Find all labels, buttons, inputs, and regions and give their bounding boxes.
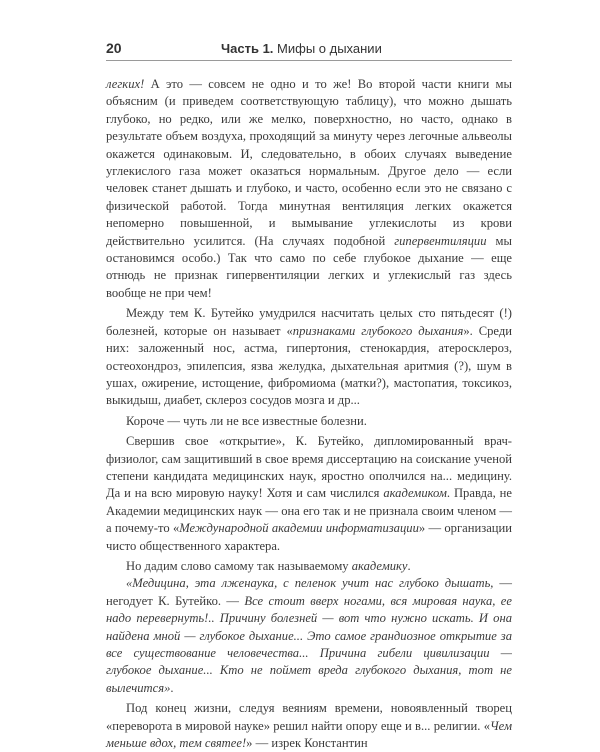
part-label: Часть 1.: [221, 41, 274, 56]
quote-paragraph: [106, 575, 512, 697]
text-run: .: [170, 680, 174, 695]
paragraph-3: [106, 413, 512, 430]
running-header: [106, 34, 512, 61]
italic-text: академиком: [383, 486, 447, 501]
paragraph-2: [106, 305, 512, 409]
italic-text: «Медицина, эта лженаука, с пеленок учит нас глубоко дышать,: [126, 576, 494, 591]
text-run: Короче — чуть ли не все известные болезни.: [126, 413, 367, 428]
text-run: А это — совсем не одно и то же! Во второй части книги мы объясним (и приведем соответствующую таблицу), что можно дышать глубоко, но редко, или же мелко, поверхностно, но часто, однако в результате объем воздуха, проходящий за минуту через легочные альвеолы окажется одинаковым. И, следовательно, в обоих случаях выведение углекислого газа может оказаться нормальным. Другое дело — если человек станет дышать и глубоко, и часто, особенно если это не связано с физической работой. Тогда минутная вентиляция легких окажется непомерно повышенной, и вымывание углекислоты из крови действительно усилится. (На случаях подобной: [106, 77, 512, 248]
page-body: [106, 76, 512, 752]
text-run: » — организации чисто общественного характера.: [106, 521, 512, 553]
italic-text: гипервентиляции: [394, 233, 487, 248]
chapter-heading: [221, 41, 382, 56]
text-run: Но дадим слово самому так называемому: [126, 558, 352, 573]
italic-text: Международной академии информатизации: [179, 521, 419, 536]
text-run: » — изрек Константин: [246, 736, 368, 751]
italic-text: легких!: [106, 77, 145, 91]
text-run: — негодует К. Бутейко. —: [106, 576, 512, 608]
text-run: мы остановимся особо.) Так что само по себе глубокое дыхание — еще отнюдь не признак гипервентиляции легких и углекислый газ здесь вообще не при чем!: [106, 233, 512, 300]
italic-text: Все стоит вверх ногами, вся мировая наука, ее надо перевернуть!.. Причину болезней — вот что нужно искать. И она найдена мной — глубокое дыхание... Это самое грандиозное открытие за все существование человечества... Причина гибели цивилизации — глубокое дыхание... Кто не поймет вреда глубокого дыхания, тот не вылечится»: [106, 593, 512, 695]
text-run: Свершив свое «открытие», К. Бутейко, дипломированный врач-физиолог, сам защитивший в свое время диссертацию на соискание ученой степени кандидата медицинских наук, яростно ополчился на... медицину. Да и на всю мировую науку! Хотя и сам числился: [106, 434, 512, 501]
paragraph-7: [106, 700, 512, 752]
italic-text: признаками глубокого дыхания: [292, 323, 464, 338]
text-run: . Правда, не Академии медицинских наук — она его так и не признала своим членом — а почему-то «: [106, 486, 512, 536]
paragraph-1: [106, 76, 512, 302]
text-run: Между тем К. Бутейко умудрился насчитать целых сто пятьдесят (!) болезней, которые он называет «: [106, 306, 512, 338]
italic-text: Чем меньше вдох, тем святее!: [106, 718, 512, 751]
text-run: ». Среди них: заложенный нос, астма, гипертония, стенокардия, атеросклероз, остеохондроз, эпилепсия, язва желудка, дыхательная аритмия (?), шум в ушах, ожирение, истощение, фибромиома (матки?), мастопатия, токсикоз, выкидыш, диабет, склероз сосудов мозга и др...: [106, 323, 512, 408]
paragraph-4: [106, 433, 512, 555]
text-run: .: [407, 558, 411, 573]
paragraph-5: [106, 558, 512, 575]
page-number: 20: [106, 40, 122, 56]
text-run: Под конец жизни, следуя веяниям времени, новоявленный творец «переворота в мировой науке» решил найти опору еще и в... религии. «: [106, 701, 512, 733]
italic-text: академику: [351, 558, 408, 573]
part-title: Мифы о дыхании: [277, 41, 382, 56]
